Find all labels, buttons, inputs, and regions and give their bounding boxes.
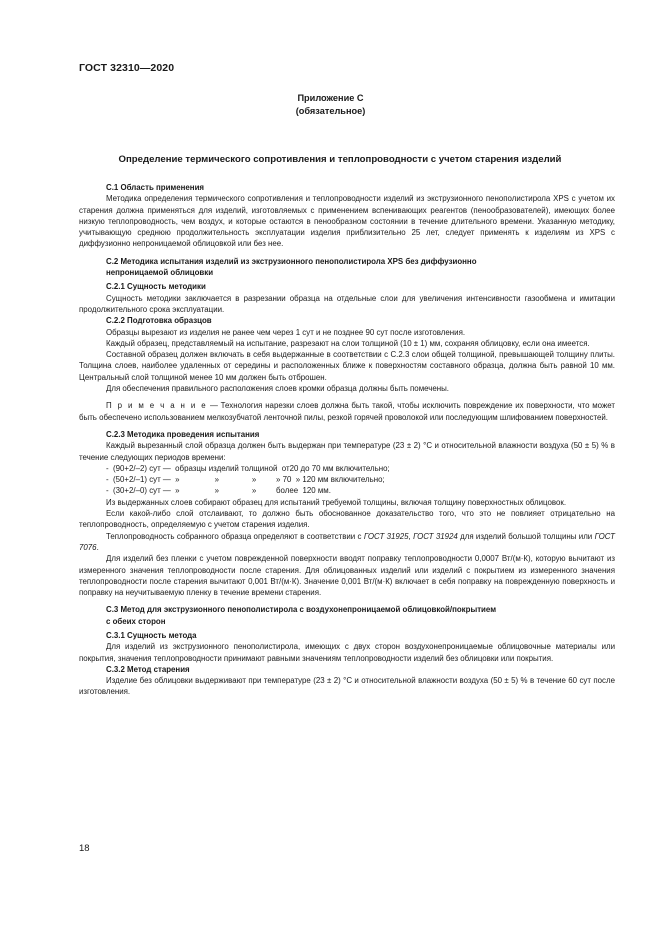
section-c22-paragraph: Образцы вырезают из изделия не ранее чем через 1 сут и не позднее 90 сут после изготовления. [106, 327, 466, 337]
section-c2-heading [79, 256, 615, 279]
document-body [79, 182, 615, 698]
note [79, 400, 615, 423]
section-c23-paragraph-refs [79, 531, 615, 554]
section-c22-paragraph: Каждый образец, представляемый на испытание, разрезают на слои толщиной (10 ± 1) мм, сохраняя облицовку, если она имеется. [106, 338, 590, 348]
list-item: - (30+2/–0) сут — » » » более 120 мм. [106, 486, 331, 496]
section-c23-paragraph: Если какой-либо слой отслаивают, то должно быть обоснованное доказательство того, что это не повлияет отрицательно на теплопроводность, определяемую с учетом старения изделия. [79, 509, 615, 530]
text-run: . [96, 542, 99, 552]
section-c31-text: Для изделий из экструзионного пенополистирола, имеющих с двух сторон воздухонепроницаемые облицовочные материалы или покрытия, значения теплопроводности принимают равными значениям теплопроводности изделий без облицовки или покрытия. [79, 642, 615, 663]
section-c31-heading: С.3.1 Сущность метода [106, 630, 197, 640]
section-c3-heading [79, 604, 615, 627]
section-c2-heading-line1: С.2 Методика испытания изделий из экструзионного пенополистирола XPS без диффузионно [106, 256, 477, 266]
section-c23-heading: С.2.3 Методика проведения испытания [106, 429, 260, 439]
appendix-subtitle: (обязательное) [295, 106, 366, 116]
main-title: Определение термического сопротивления и теплопроводности с учетом старения изделий [118, 154, 562, 165]
section-c32-heading: С.3.2 Метод старения [106, 664, 190, 674]
standard-reference: ГОСТ 7076 [79, 531, 615, 552]
standard-reference: ГОСТ 31924 [413, 531, 458, 541]
list-item: - (90+2/–2) сут — образцы изделий толщиной от20 до 70 мм включительно; [106, 463, 390, 473]
section-c22-paragraph: Составной образец должен включать в себя выдержанные в соответствии с С.2.3 слои общей толщиной, превышающей толщину плиты. Толщина слоев, наиболее удаленных от середины и расположенных ближе к поверхностям составного образца, должна быть равной 10 мм. Центральный слой толщиной менее 10 мм должен быть отброшен. [79, 350, 615, 382]
section-c32-text: Изделие без облицовки выдерживают при температуре (23 ± 2) °С и относительной влажности воздуха (50 ± 5) % в течение 60 сут после изготовления. [79, 676, 615, 697]
section-c3-heading-line2: с обеих сторон [106, 616, 166, 626]
text-run: Теплопроводность собранного образца определяют в соответствии с [106, 531, 364, 541]
list-item: - (50+2/–1) сут — » » » » 70 » 120 мм включительно; [106, 475, 385, 485]
section-c22-paragraph: Для обеспечения правильного расположения слоев кромки образца должны быть помечены. [106, 384, 449, 394]
page-number: 18 [79, 843, 90, 854]
standard-reference: ГОСТ 31925 [363, 531, 409, 541]
section-c23-paragraph: Для изделий без пленки с учетом поврежденной поверхности вводят поправку теплопроводности 0,0007 Вт/(м·К), которую вычитают из измеренного значения теплопроводности после старения. Для облицованных изделий или изделий с покрытием из измеренного значения теплопроводности после старения вычитают 0,001 Вт/(м·К). Значение 0,001 Вт/(м·К) включает в себя поправку на поврежденную поверхность и поправку на неучитываемую пленку в течение времени старения. [79, 554, 615, 598]
standard-header: ГОСТ 32310—2020 [79, 62, 175, 74]
section-c22-heading: С.2.2 Подготовка образцов [106, 316, 212, 326]
text-run: , [408, 531, 414, 541]
section-c2-heading-line2: непроницаемой облицовки [106, 268, 214, 278]
text-run: для изделий большой толщины или [457, 531, 595, 541]
note-label: П р и м е ч а н и е [106, 401, 208, 411]
section-c23-paragraph: Каждый вырезанный слой образца должен быть выдержан при температуре (23 ± 2) °С и относительной влажности воздуха (50 ± 5) % в течение следующих периодов времени: [79, 441, 615, 462]
section-c1-heading: С.1 Область применения [106, 183, 205, 192]
section-c1-text: Методика определения термического сопротивления и теплопроводности изделий из экструзионного пенополистирола XPS с учетом их старения должна применяться для изделий, изготовляемых с применением вспенивающих реагентов (пенообразователей), имеющих более низкую теплопроводность, чем воздух, и которые остаются в пенообразном состоянии в течение длительного времени. Указанную методику, учитывающую среднюю продолжительность эксплуатации изделия приблизительно 25 лет, следует применять к изделиям из XPS с диффузионно непроницаемой облицовкой или без нее. [79, 194, 615, 249]
section-c21-heading: С.2.1 Сущность методики [106, 282, 206, 292]
note-text: — Технология нарезки слоев должна быть такой, чтобы исключить повреждение их поверхности, что может быть обеспечено использованием мелкозубчатой ленточной пилы, резкой горячей проволокой или последующим шлифованием поверхностей. [79, 401, 615, 422]
section-c23-paragraph: Из выдержанных слоев собирают образец для испытаний требуемой толщины, включая толщину поверхностных облицовок. [106, 497, 567, 507]
appendix-title: Приложение С [297, 93, 364, 103]
section-c3-heading-line1: С.3 Метод для экструзионного пенополистирола с воздухонепроницаемой облицовкой/покрытием [106, 605, 497, 615]
section-c21-text: Сущность методики заключается в разрезании образца на отдельные слои для увеличения интенсивности газообмена и имитации продолжительного срока эксплуатации. [79, 293, 615, 314]
